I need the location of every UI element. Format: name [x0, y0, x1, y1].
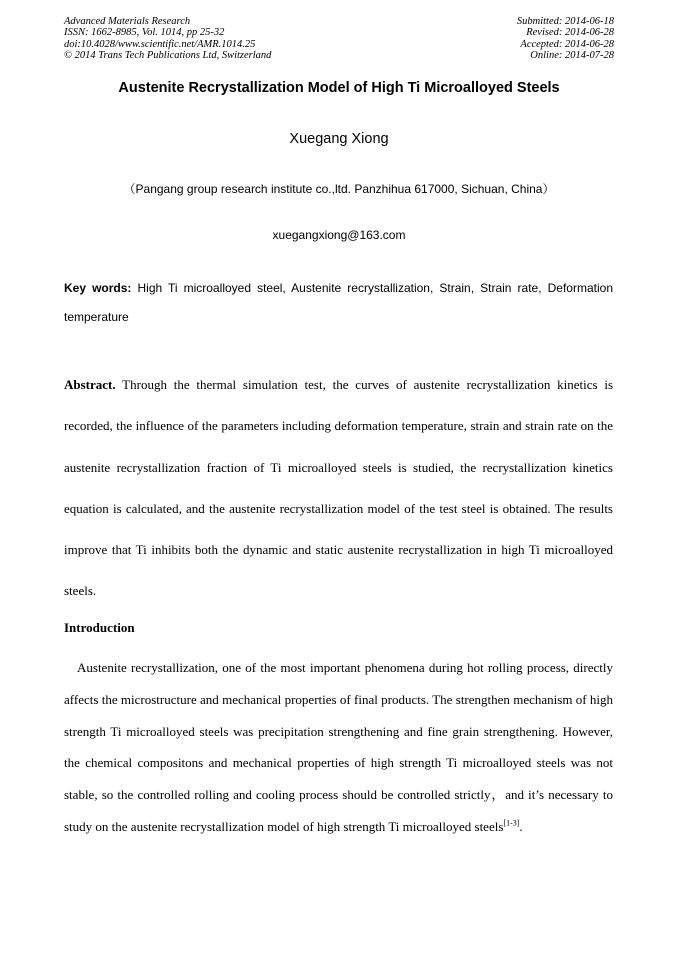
keywords-label: Key words:	[64, 281, 132, 295]
journal-doi: doi:10.4028/www.scientific.net/AMR.1014.25	[64, 38, 256, 50]
date-accepted: Accepted: 2014-06-28	[520, 38, 614, 50]
keywords	[64, 274, 613, 332]
keywords-text: High Ti microalloyed steel, Austenite recrystallization, Strain, Strain rate, Deformation temperature	[64, 281, 613, 324]
date-submitted: Submitted: 2014-06-18	[516, 16, 614, 27]
journal-issn: ISSN: 1662-8985, Vol. 1014, pp 25-32	[64, 27, 225, 39]
citation-reference: [1-3]	[503, 818, 520, 828]
abstract	[64, 364, 613, 612]
section-heading-introduction: Introduction	[64, 620, 135, 635]
journal-copyright: © 2014 Trans Tech Publications Ltd, Switzerland	[64, 49, 272, 61]
date-online: Online: 2014-07-28	[530, 49, 614, 61]
journal-name: Advanced Materials Research	[64, 16, 191, 27]
introduction-paragraph	[64, 652, 613, 843]
introduction-text: Austenite recrystallization, one of the most important phenomena during hot rolling process, directly affects the microstructure and mechanical properties of final products. The strengthen mechanism of high strength Ti microalloyed steels was precipitation strengthening and fine grain strengthening. However, the chemical compositons and mechanical properties of high strength Ti microalloyed steels was not stable, so the controlled rolling and cooling process should be controlled strictly，and it’s necessary to study on the austenite recrystallization model of high strength Ti microalloyed steels	[64, 660, 613, 834]
author-email: xuegangxiong@163.com	[272, 228, 406, 242]
journal-header-right	[517, 16, 614, 61]
journal-header-left	[64, 16, 271, 61]
abstract-text: Through the thermal simulation test, the curves of austenite recrystallization kinetics is recorded, the influence of the parameters including deformation temperature, strain and strain rate on the austenite recrystallization fraction of Ti microalloyed steels is studied, the recrystallization kinetics equation is calculated, and the austenite recrystallization model of the test steel is obtained. The results improve that Ti inhibits both the dynamic and static austenite recrystallization in high Ti microalloyed steels.	[64, 377, 613, 599]
paper-title: Austenite Recrystallization Model of High Ti Microalloyed Steels	[118, 80, 560, 96]
introduction-end: .	[519, 818, 523, 834]
abstract-label: Abstract.	[64, 377, 116, 392]
author-affiliation: （Pangang group research institute co.,ltd. Panzhihua 617000, Sichuan, China）	[123, 182, 555, 196]
author-name: Xuegang Xiong	[289, 131, 389, 147]
date-revised: Revised: 2014-06-28	[526, 27, 614, 39]
